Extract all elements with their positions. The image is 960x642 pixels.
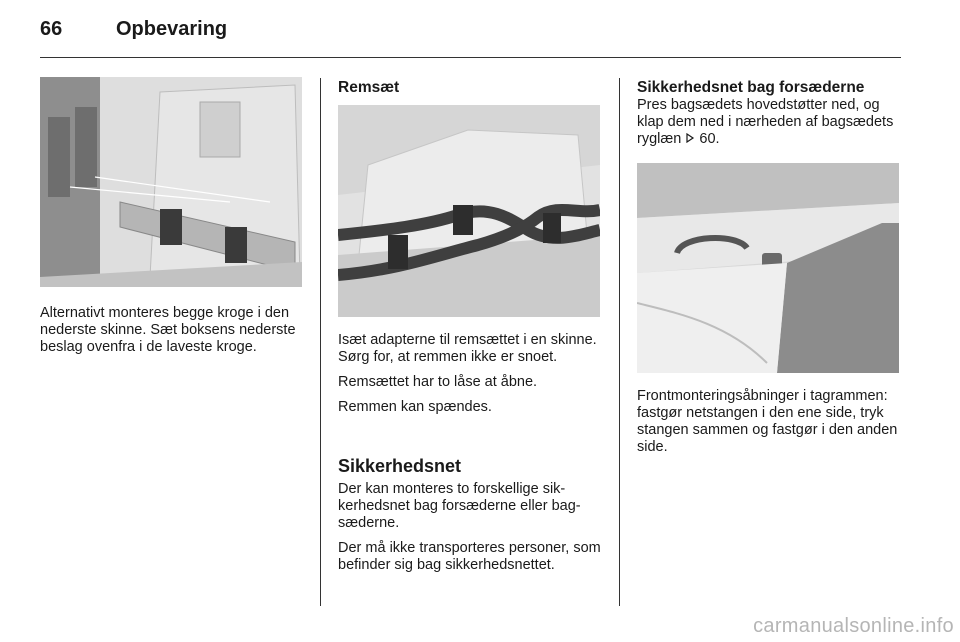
col2-body-2: [338, 481, 604, 582]
column-divider-2: [619, 78, 620, 606]
cross-reference-arrow-icon: [685, 131, 695, 148]
page-number: 66: [40, 18, 63, 40]
remsaet-heading: Remsæt: [338, 79, 400, 96]
col1-paragraph: [40, 305, 302, 364]
header-rule: [40, 57, 901, 58]
col2-para4: Der kan monteres to forskellige sikkerhedsnet bag forsæderne eller bagsæderne.: [338, 481, 581, 531]
figure-roof-mount: [637, 163, 899, 373]
col3-para1-text: Pres bagsædets hovedstøtter ned, og klap dem ned i nærheden af bagsædets ryglæn: [637, 97, 894, 147]
col2-body: [338, 332, 604, 424]
page-title: Opbevaring: [116, 18, 228, 40]
col3-para2: Frontmonteringsåbninger i tagrammen: fastgør netstangen i den ene side, tryk stangen sammen og fastgør i den anden side.: [637, 388, 898, 455]
col2-para5: Der må ikke transporteres personer, som befinder sig bag sikkerhedsnettet.: [338, 540, 601, 573]
col2-para2: Remsættet har to låse at åbne.: [338, 374, 538, 390]
figure-hooks-rail: [40, 77, 302, 287]
col1-text: Alternativt monteres begge kroge i den nederste skinne. Sæt boksens nederste beslag ovenfra i de laveste kroge.: [40, 305, 296, 355]
col3-para1: [637, 97, 907, 156]
col3-page-reference: 60.: [699, 131, 720, 147]
col2-para3: Remmen kan spændes.: [338, 399, 492, 415]
footer-watermark: carmanualsonline.info: [753, 615, 954, 637]
figure-strap-set: [338, 105, 600, 317]
col2-para1: Isæt adapterne til remsættet i en skinne. Sørg for, at remmen ikke er snoet.: [338, 332, 597, 365]
column-divider-1: [320, 78, 321, 606]
col3-heading: Sikkerhedsnet bag forsæderne: [637, 79, 865, 96]
sikkerhedsnet-heading: Sikkerhedsnet: [338, 456, 462, 476]
col3-body: [637, 388, 907, 464]
